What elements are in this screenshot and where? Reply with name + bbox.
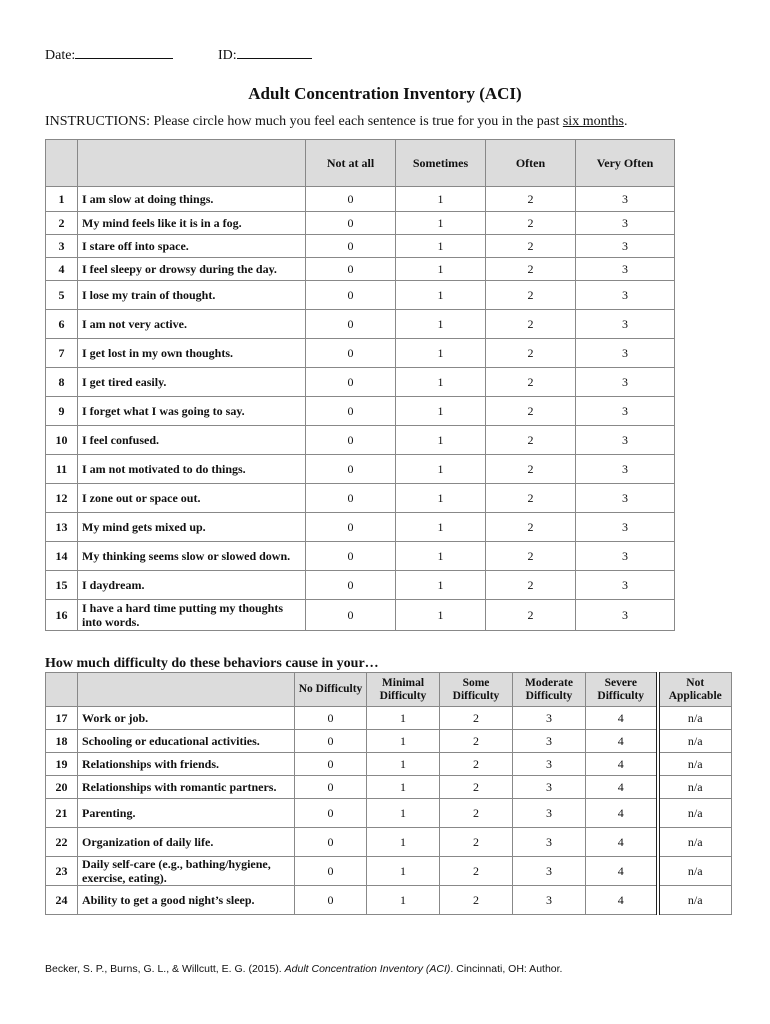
rating-option[interactable]: 3	[576, 600, 675, 631]
item-number: 15	[46, 571, 78, 600]
rating-option[interactable]: 2	[486, 235, 576, 258]
instructions	[45, 114, 627, 130]
table-row	[46, 484, 675, 513]
table-row	[46, 455, 675, 484]
table-row	[46, 397, 675, 426]
rating-option[interactable]: 1	[396, 187, 486, 212]
rating-option[interactable]: 1	[396, 600, 486, 631]
rating-option[interactable]: 1	[396, 513, 486, 542]
table-row	[46, 799, 732, 828]
rating-option[interactable]: 0	[306, 600, 396, 631]
header-number	[46, 673, 78, 707]
rating-option[interactable]: 1	[367, 828, 440, 857]
rating-option[interactable]: 4	[586, 753, 658, 776]
rating-option[interactable]: 1	[396, 339, 486, 368]
instructions-timeframe: six months	[562, 114, 624, 129]
rating-option[interactable]: 0	[306, 212, 396, 235]
rating-option[interactable]: 0	[306, 235, 396, 258]
citation	[45, 963, 562, 975]
table-row	[46, 776, 732, 799]
item-number: 12	[46, 484, 78, 513]
rating-option[interactable]: 0	[295, 799, 367, 828]
rating-option[interactable]: 2	[486, 310, 576, 339]
id-label: ID:	[218, 48, 237, 63]
rating-option[interactable]: 1	[396, 484, 486, 513]
rating-option[interactable]: 0	[306, 258, 396, 281]
table-row	[46, 600, 675, 631]
rating-option[interactable]: 0	[295, 707, 367, 730]
rating-option[interactable]: 0	[295, 730, 367, 753]
rating-option[interactable]: 1	[367, 730, 440, 753]
header-not-at-all: Not at all	[306, 140, 396, 187]
rating-option[interactable]: 0	[295, 857, 367, 886]
rating-option[interactable]: 2	[486, 571, 576, 600]
item-text: I get lost in my own thoughts.	[78, 339, 306, 368]
rating-option[interactable]: 2	[486, 484, 576, 513]
rating-option[interactable]: n/a	[658, 707, 732, 730]
item-text: Schooling or educational activities.	[78, 730, 295, 753]
rating-option[interactable]: 1	[396, 397, 486, 426]
item-number: 18	[46, 730, 78, 753]
rating-option[interactable]: 1	[396, 235, 486, 258]
rating-option[interactable]: 3	[513, 828, 586, 857]
rating-option[interactable]: 1	[396, 542, 486, 571]
header-item	[78, 140, 306, 187]
header-sometimes: Sometimes	[396, 140, 486, 187]
item-number: 23	[46, 857, 78, 886]
table-row	[46, 212, 675, 235]
rating-option[interactable]: 2	[486, 258, 576, 281]
table-row	[46, 258, 675, 281]
rating-option[interactable]: 0	[306, 484, 396, 513]
rating-option[interactable]: 3	[576, 426, 675, 455]
rating-option[interactable]: 1	[367, 707, 440, 730]
citation-publisher: . Cincinnati, OH: Author.	[450, 963, 563, 975]
rating-option[interactable]: 2	[486, 187, 576, 212]
header-no-difficulty: No Difficulty	[295, 673, 367, 707]
rating-option[interactable]: n/a	[658, 753, 732, 776]
rating-option[interactable]: 1	[396, 281, 486, 310]
item-number: 13	[46, 513, 78, 542]
item-text: Relationships with romantic partners.	[78, 776, 295, 799]
id-field	[218, 46, 312, 64]
table-row	[46, 828, 732, 857]
item-text: I am slow at doing things.	[78, 187, 306, 212]
item-text: I feel sleepy or drowsy during the day.	[78, 258, 306, 281]
instructions-end: .	[623, 114, 628, 129]
rating-option[interactable]: 1	[396, 455, 486, 484]
rating-option[interactable]: 1	[367, 857, 440, 886]
concentration-table	[45, 139, 675, 631]
rating-option[interactable]: 1	[396, 258, 486, 281]
rating-option[interactable]: 1	[396, 368, 486, 397]
rating-option[interactable]: 0	[295, 886, 367, 915]
rating-option[interactable]: 3	[513, 776, 586, 799]
section-title: How much difficulty do these behaviors cause in your…	[45, 656, 379, 671]
rating-option[interactable]: 0	[306, 397, 396, 426]
rating-option[interactable]: 3	[576, 455, 675, 484]
item-number: 1	[46, 187, 78, 212]
rating-option[interactable]: 2	[440, 730, 513, 753]
rating-option[interactable]: 2	[440, 828, 513, 857]
rating-option[interactable]: 2	[486, 542, 576, 571]
rating-option[interactable]: 3	[576, 368, 675, 397]
rating-option[interactable]: n/a	[658, 828, 732, 857]
item-number: 7	[46, 339, 78, 368]
rating-option[interactable]: 0	[295, 828, 367, 857]
rating-option[interactable]: 3	[576, 212, 675, 235]
instructions-text: INSTRUCTIONS: Please circle how much you feel each sentence is true for you in the past	[45, 114, 563, 129]
rating-option[interactable]: 4	[586, 886, 658, 915]
table-row	[46, 426, 675, 455]
rating-option[interactable]: 0	[306, 542, 396, 571]
rating-option[interactable]: n/a	[658, 730, 732, 753]
item-text: I forget what I was going to say.	[78, 397, 306, 426]
table-header-row	[46, 673, 732, 707]
rating-option[interactable]: 3	[576, 484, 675, 513]
rating-option[interactable]: 0	[306, 187, 396, 212]
item-text: Organization of daily life.	[78, 828, 295, 857]
page-title: Adult Concentration Inventory (ACI)	[248, 84, 522, 103]
item-text: I stare off into space.	[78, 235, 306, 258]
table-row	[46, 707, 732, 730]
item-text: My thinking seems slow or slowed down.	[78, 542, 306, 571]
item-text: I feel confused.	[78, 426, 306, 455]
rating-option[interactable]: 2	[486, 397, 576, 426]
rating-option[interactable]: 0	[306, 513, 396, 542]
rating-option[interactable]: 3	[513, 753, 586, 776]
rating-option[interactable]: 3	[513, 707, 586, 730]
item-text: I zone out or space out.	[78, 484, 306, 513]
rating-option[interactable]: 0	[295, 753, 367, 776]
item-text: Parenting.	[78, 799, 295, 828]
table-row	[46, 281, 675, 310]
item-number: 6	[46, 310, 78, 339]
item-text: Work or job.	[78, 707, 295, 730]
item-text: I have a hard time putting my thoughts into words.	[78, 600, 306, 631]
difficulty-table	[45, 672, 732, 915]
rating-option[interactable]: 3	[576, 542, 675, 571]
rating-option[interactable]: 1	[396, 212, 486, 235]
rating-option[interactable]: 4	[586, 730, 658, 753]
rating-option[interactable]: 2	[440, 857, 513, 886]
item-number: 21	[46, 799, 78, 828]
header-moderate-difficulty: Moderate Difficulty	[513, 673, 586, 707]
rating-option[interactable]: 1	[396, 310, 486, 339]
rating-option[interactable]: 4	[586, 776, 658, 799]
rating-option[interactable]: 3	[576, 310, 675, 339]
header-number	[46, 140, 78, 187]
rating-option[interactable]: 2	[486, 281, 576, 310]
item-text: I daydream.	[78, 571, 306, 600]
item-number: 5	[46, 281, 78, 310]
rating-option[interactable]: 2	[486, 368, 576, 397]
rating-option[interactable]: 0	[306, 368, 396, 397]
rating-option[interactable]: n/a	[658, 776, 732, 799]
table-row	[46, 542, 675, 571]
item-number: 16	[46, 600, 78, 631]
rating-option[interactable]: 3	[576, 397, 675, 426]
item-number: 24	[46, 886, 78, 915]
item-text: I lose my train of thought.	[78, 281, 306, 310]
rating-option[interactable]: 1	[367, 776, 440, 799]
rating-option[interactable]: 2	[486, 339, 576, 368]
rating-option[interactable]: 4	[586, 828, 658, 857]
item-number: 3	[46, 235, 78, 258]
rating-option[interactable]: 0	[306, 455, 396, 484]
rating-option[interactable]: 4	[586, 857, 658, 886]
rating-option[interactable]: 3	[576, 339, 675, 368]
item-text: Ability to get a good night’s sleep.	[78, 886, 295, 915]
item-number: 2	[46, 212, 78, 235]
rating-option[interactable]: 2	[440, 753, 513, 776]
header-severe-difficulty: Severe Difficulty	[586, 673, 658, 707]
item-number: 22	[46, 828, 78, 857]
rating-option[interactable]: 3	[576, 571, 675, 600]
rating-option[interactable]: 3	[576, 513, 675, 542]
item-text: I am not very active.	[78, 310, 306, 339]
table-row	[46, 571, 675, 600]
header-minimal-difficulty: Minimal Difficulty	[367, 673, 440, 707]
rating-option[interactable]: 3	[513, 886, 586, 915]
rating-option[interactable]: 2	[486, 513, 576, 542]
rating-option[interactable]: 1	[396, 571, 486, 600]
table-row	[46, 730, 732, 753]
table-row	[46, 235, 675, 258]
citation-authors: Becker, S. P., Burns, G. L., & Willcutt, E. G. (2015).	[45, 963, 285, 975]
item-number: 9	[46, 397, 78, 426]
rating-option[interactable]: 0	[306, 571, 396, 600]
rating-option[interactable]: 2	[440, 707, 513, 730]
date-label: Date:	[45, 48, 76, 63]
item-text: My mind feels like it is in a fog.	[78, 212, 306, 235]
rating-option[interactable]: 0	[295, 776, 367, 799]
table-row	[46, 513, 675, 542]
rating-option[interactable]: n/a	[658, 857, 732, 886]
rating-option[interactable]: 2	[486, 600, 576, 631]
item-number: 4	[46, 258, 78, 281]
rating-option[interactable]: 0	[306, 310, 396, 339]
header-very-often: Very Often	[576, 140, 675, 187]
item-text: Relationships with friends.	[78, 753, 295, 776]
date-blank[interactable]	[75, 46, 173, 59]
header-not-applicable: Not Applicable	[658, 673, 732, 707]
table-row	[46, 753, 732, 776]
item-text: I get tired easily.	[78, 368, 306, 397]
item-number: 17	[46, 707, 78, 730]
header-often: Often	[486, 140, 576, 187]
rating-option[interactable]: 3	[576, 187, 675, 212]
header-item	[78, 673, 295, 707]
table-row	[46, 886, 732, 915]
item-number: 8	[46, 368, 78, 397]
item-number: 20	[46, 776, 78, 799]
rating-option[interactable]: 1	[367, 886, 440, 915]
rating-option[interactable]: 0	[306, 339, 396, 368]
item-number: 14	[46, 542, 78, 571]
table-header-row	[46, 140, 675, 187]
rating-option[interactable]: 3	[576, 258, 675, 281]
rating-option[interactable]: 3	[513, 799, 586, 828]
rating-option[interactable]: 0	[306, 281, 396, 310]
rating-option[interactable]: 2	[486, 426, 576, 455]
rating-option[interactable]: 1	[367, 799, 440, 828]
item-text: My mind gets mixed up.	[78, 513, 306, 542]
rating-option[interactable]: 0	[306, 426, 396, 455]
date-field	[45, 46, 173, 64]
rating-option[interactable]: 1	[367, 753, 440, 776]
rating-option[interactable]: 2	[440, 799, 513, 828]
rating-option[interactable]: 1	[396, 426, 486, 455]
rating-option[interactable]: n/a	[658, 799, 732, 828]
rating-option[interactable]: 2	[486, 212, 576, 235]
table-row	[46, 310, 675, 339]
item-text: I am not motivated to do things.	[78, 455, 306, 484]
rating-option[interactable]: 3	[576, 281, 675, 310]
table-row	[46, 368, 675, 397]
table-row	[46, 857, 732, 886]
rating-option[interactable]: 2	[440, 776, 513, 799]
item-number: 10	[46, 426, 78, 455]
rating-option[interactable]: 2	[486, 455, 576, 484]
rating-option[interactable]: n/a	[658, 886, 732, 915]
rating-option[interactable]: 2	[440, 886, 513, 915]
table-row	[46, 339, 675, 368]
item-number: 19	[46, 753, 78, 776]
rating-option[interactable]: 3	[513, 857, 586, 886]
table-row	[46, 187, 675, 212]
rating-option[interactable]: 3	[513, 730, 586, 753]
rating-option[interactable]: 4	[586, 799, 658, 828]
rating-option[interactable]: 3	[576, 235, 675, 258]
item-text: Daily self-care (e.g., bathing/hygiene, exercise, eating).	[78, 857, 295, 886]
header-some-difficulty: Some Difficulty	[440, 673, 513, 707]
id-blank[interactable]	[237, 46, 312, 59]
rating-option[interactable]: 4	[586, 707, 658, 730]
item-number: 11	[46, 455, 78, 484]
citation-title: Adult Concentration Inventory (ACI)	[284, 963, 451, 975]
